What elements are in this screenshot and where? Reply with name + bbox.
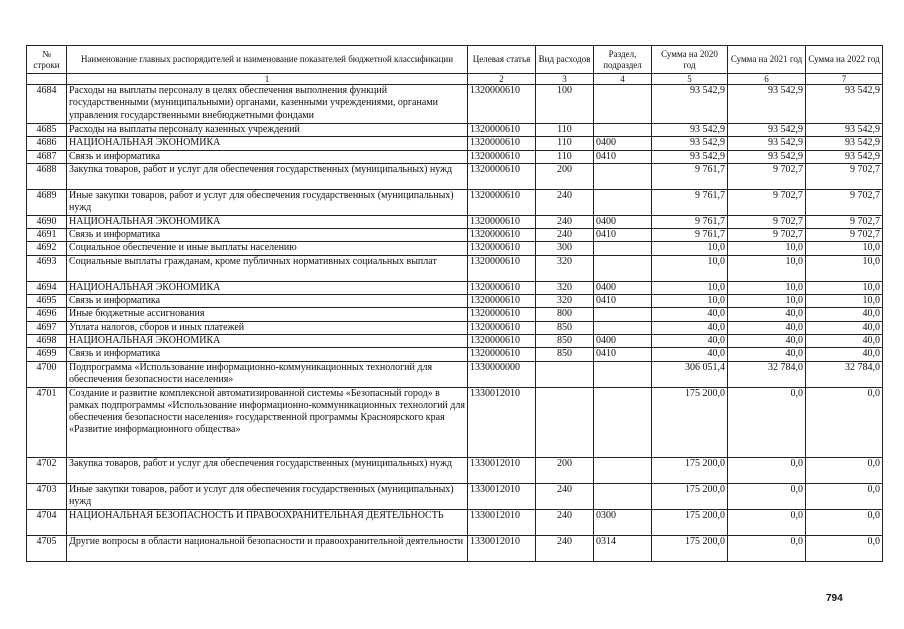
row-target-article: 1320000610 <box>468 321 536 334</box>
row-section: 0410 <box>594 229 652 242</box>
row-name: Связь и информатика <box>67 229 468 242</box>
row-sum-2021: 9 702,7 <box>728 229 806 242</box>
col-number: 1 <box>67 74 468 85</box>
row-sum-2022: 9 702,7 <box>806 189 883 215</box>
row-expense-kind: 240 <box>536 189 594 215</box>
row-sum-2020: 93 542,9 <box>652 85 728 124</box>
row-name: Связь и информатика <box>67 348 468 361</box>
row-sum-2020: 9 761,7 <box>652 163 728 189</box>
row-number: 4693 <box>27 255 67 281</box>
row-number: 4695 <box>27 295 67 308</box>
row-section: 0400 <box>594 215 652 228</box>
row-sum-2020: 9 761,7 <box>652 229 728 242</box>
row-sum-2020: 9 761,7 <box>652 215 728 228</box>
table-row <box>27 295 883 308</box>
row-expense-kind: 800 <box>536 308 594 321</box>
table-row <box>27 150 883 163</box>
row-name: НАЦИОНАЛЬНАЯ ЭКОНОМИКА <box>67 334 468 347</box>
row-number: 4687 <box>27 150 67 163</box>
row-number: 4692 <box>27 242 67 255</box>
table-row <box>27 361 883 387</box>
row-sum-2022: 10,0 <box>806 295 883 308</box>
row-target-article: 1330012010 <box>468 535 536 561</box>
row-sum-2022: 40,0 <box>806 348 883 361</box>
row-number: 4696 <box>27 308 67 321</box>
col-number: 4 <box>594 74 652 85</box>
row-target-article: 1320000610 <box>468 124 536 137</box>
row-expense-kind: 240 <box>536 535 594 561</box>
row-sum-2021: 10,0 <box>728 295 806 308</box>
row-sum-2020: 175 200,0 <box>652 387 728 457</box>
row-sum-2022: 93 542,9 <box>806 85 883 124</box>
row-name: Подпрограмма «Использование информационно-коммуникационных технологий для обеспечения безопасности населения» <box>67 361 468 387</box>
row-target-article: 1320000610 <box>468 242 536 255</box>
row-name: Связь и информатика <box>67 295 468 308</box>
table-row <box>27 85 883 124</box>
row-number: 4691 <box>27 229 67 242</box>
row-sum-2021: 40,0 <box>728 308 806 321</box>
row-target-article: 1320000610 <box>468 255 536 281</box>
table-row <box>27 229 883 242</box>
row-expense-kind: 240 <box>536 215 594 228</box>
row-sum-2022: 32 784,0 <box>806 361 883 387</box>
row-sum-2021: 93 542,9 <box>728 150 806 163</box>
row-name: Создание и развитие комплексной автоматизированной системы «Безопасный город» в рамках подпрограммы «Использование информационно-коммуникационных технологий для обеспечения безопасности населения» государственной программы Красноярского края «Развитие информационного общества» <box>67 387 468 457</box>
col-number: 7 <box>806 74 883 85</box>
table-row <box>27 334 883 347</box>
row-section: 0300 <box>594 509 652 535</box>
row-sum-2022: 0,0 <box>806 457 883 483</box>
row-target-article: 1330012010 <box>468 483 536 509</box>
row-expense-kind: 100 <box>536 85 594 124</box>
column-number-row <box>27 74 883 85</box>
row-name: Расходы на выплаты персоналу в целях обеспечения выполнения функций государственными (муниципальными) органами, казенными учреждениями, органами управления государственными внебюджетными фондами <box>67 85 468 124</box>
row-expense-kind <box>536 361 594 387</box>
row-expense-kind: 200 <box>536 163 594 189</box>
row-target-article: 1320000610 <box>468 85 536 124</box>
row-target-article: 1330012010 <box>468 387 536 457</box>
table-row <box>27 535 883 561</box>
row-target-article: 1320000610 <box>468 137 536 150</box>
row-target-article: 1320000610 <box>468 215 536 228</box>
row-section: 0400 <box>594 281 652 294</box>
row-target-article: 1320000610 <box>468 348 536 361</box>
row-name: НАЦИОНАЛЬНАЯ ЭКОНОМИКА <box>67 281 468 294</box>
row-sum-2022: 10,0 <box>806 255 883 281</box>
row-target-article: 1320000610 <box>468 150 536 163</box>
row-section: 0314 <box>594 535 652 561</box>
row-sum-2021: 9 702,7 <box>728 163 806 189</box>
table-row <box>27 255 883 281</box>
row-sum-2022: 40,0 <box>806 321 883 334</box>
row-sum-2020: 40,0 <box>652 334 728 347</box>
row-number: 4698 <box>27 334 67 347</box>
row-sum-2020: 175 200,0 <box>652 509 728 535</box>
row-section <box>594 163 652 189</box>
row-sum-2022: 0,0 <box>806 387 883 457</box>
col-number: 5 <box>652 74 728 85</box>
row-number: 4685 <box>27 124 67 137</box>
row-sum-2020: 93 542,9 <box>652 137 728 150</box>
row-sum-2021: 40,0 <box>728 348 806 361</box>
table-row <box>27 483 883 509</box>
row-section: 0410 <box>594 150 652 163</box>
row-sum-2020: 40,0 <box>652 308 728 321</box>
row-sum-2020: 306 051,4 <box>652 361 728 387</box>
row-section <box>594 124 652 137</box>
row-sum-2021: 93 542,9 <box>728 137 806 150</box>
row-section <box>594 457 652 483</box>
row-sum-2021: 0,0 <box>728 535 806 561</box>
table-row <box>27 308 883 321</box>
row-expense-kind: 320 <box>536 295 594 308</box>
row-number: 4700 <box>27 361 67 387</box>
table-row <box>27 321 883 334</box>
row-expense-kind: 110 <box>536 150 594 163</box>
col-number: 6 <box>728 74 806 85</box>
table-row <box>27 242 883 255</box>
row-sum-2021: 10,0 <box>728 255 806 281</box>
row-sum-2020: 93 542,9 <box>652 150 728 163</box>
header-target-article: Целевая статья <box>468 46 536 74</box>
row-sum-2021: 40,0 <box>728 321 806 334</box>
row-name: Иные закупки товаров, работ и услуг для обеспечения государственных (муниципальных) нужд <box>67 483 468 509</box>
header-row-number: № строки <box>27 46 67 74</box>
page-number: 794 <box>826 593 843 604</box>
header-sum-2020: Сумма на 2020 год <box>652 46 728 74</box>
header-name: Наименование главных распорядителей и наименование показателей бюджетной классификации <box>67 46 468 74</box>
row-expense-kind: 240 <box>536 483 594 509</box>
row-section <box>594 483 652 509</box>
header-expense-kind: Вид расходов <box>536 46 594 74</box>
row-sum-2021: 0,0 <box>728 457 806 483</box>
row-expense-kind <box>536 387 594 457</box>
row-expense-kind: 850 <box>536 321 594 334</box>
row-name: Связь и информатика <box>67 150 468 163</box>
row-target-article: 1320000610 <box>468 229 536 242</box>
row-target-article: 1320000610 <box>468 163 536 189</box>
row-sum-2022: 93 542,9 <box>806 150 883 163</box>
row-section <box>594 361 652 387</box>
row-sum-2020: 93 542,9 <box>652 124 728 137</box>
row-number: 4688 <box>27 163 67 189</box>
row-section: 0400 <box>594 334 652 347</box>
table-row <box>27 281 883 294</box>
table-row <box>27 509 883 535</box>
row-number: 4689 <box>27 189 67 215</box>
row-sum-2022: 93 542,9 <box>806 137 883 150</box>
row-name: Закупка товаров, работ и услуг для обеспечения государственных (муниципальных) нужд <box>67 163 468 189</box>
row-section <box>594 85 652 124</box>
row-number: 4697 <box>27 321 67 334</box>
row-sum-2021: 93 542,9 <box>728 124 806 137</box>
table-row <box>27 387 883 457</box>
row-expense-kind: 200 <box>536 457 594 483</box>
row-section <box>594 308 652 321</box>
row-sum-2021: 9 702,7 <box>728 189 806 215</box>
row-expense-kind: 300 <box>536 242 594 255</box>
row-sum-2020: 175 200,0 <box>652 483 728 509</box>
col-number <box>27 74 67 85</box>
row-sum-2022: 93 542,9 <box>806 124 883 137</box>
row-target-article: 1320000610 <box>468 308 536 321</box>
row-sum-2022: 0,0 <box>806 535 883 561</box>
row-name: Иные закупки товаров, работ и услуг для обеспечения государственных (муниципальных) нужд <box>67 189 468 215</box>
row-name: Уплата налогов, сборов и иных платежей <box>67 321 468 334</box>
row-sum-2021: 93 542,9 <box>728 85 806 124</box>
row-section: 0410 <box>594 295 652 308</box>
table-row <box>27 163 883 189</box>
row-sum-2021: 10,0 <box>728 242 806 255</box>
row-number: 4690 <box>27 215 67 228</box>
table-row <box>27 137 883 150</box>
row-sum-2021: 0,0 <box>728 483 806 509</box>
row-number: 4704 <box>27 509 67 535</box>
header-sum-2022: Сумма на 2022 год <box>806 46 883 74</box>
row-name: НАЦИОНАЛЬНАЯ ЭКОНОМИКА <box>67 215 468 228</box>
row-expense-kind: 240 <box>536 229 594 242</box>
table-row <box>27 189 883 215</box>
row-number: 4705 <box>27 535 67 561</box>
header-sum-2021: Сумма на 2021 год <box>728 46 806 74</box>
row-number: 4699 <box>27 348 67 361</box>
row-section <box>594 189 652 215</box>
table-row <box>27 124 883 137</box>
row-expense-kind: 110 <box>536 124 594 137</box>
row-expense-kind: 320 <box>536 255 594 281</box>
budget-table <box>26 45 883 562</box>
row-name: Социальные выплаты гражданам, кроме публичных нормативных социальных выплат <box>67 255 468 281</box>
row-target-article: 1330012010 <box>468 509 536 535</box>
row-target-article: 1320000610 <box>468 334 536 347</box>
row-number: 4694 <box>27 281 67 294</box>
row-name: Расходы на выплаты персоналу казенных учреждений <box>67 124 468 137</box>
row-sum-2021: 0,0 <box>728 509 806 535</box>
header-section: Раздел, подраздел <box>594 46 652 74</box>
row-number: 4703 <box>27 483 67 509</box>
row-sum-2022: 0,0 <box>806 483 883 509</box>
row-name: Иные бюджетные ассигнования <box>67 308 468 321</box>
table-row <box>27 457 883 483</box>
row-target-article: 1320000610 <box>468 189 536 215</box>
row-target-article: 1330012010 <box>468 457 536 483</box>
row-sum-2022: 0,0 <box>806 509 883 535</box>
row-section <box>594 242 652 255</box>
table-row <box>27 215 883 228</box>
row-expense-kind: 850 <box>536 348 594 361</box>
row-sum-2020: 175 200,0 <box>652 535 728 561</box>
row-sum-2020: 40,0 <box>652 348 728 361</box>
row-expense-kind: 110 <box>536 137 594 150</box>
row-target-article: 1320000610 <box>468 281 536 294</box>
row-name: НАЦИОНАЛЬНАЯ БЕЗОПАСНОСТЬ И ПРАВООХРАНИТЕЛЬНАЯ ДЕЯТЕЛЬНОСТЬ <box>67 509 468 535</box>
row-name: Закупка товаров, работ и услуг для обеспечения государственных (муниципальных) нужд <box>67 457 468 483</box>
row-number: 4701 <box>27 387 67 457</box>
row-section: 0400 <box>594 137 652 150</box>
row-sum-2020: 40,0 <box>652 321 728 334</box>
row-sum-2022: 9 702,7 <box>806 229 883 242</box>
row-section <box>594 387 652 457</box>
row-sum-2020: 10,0 <box>652 255 728 281</box>
row-sum-2021: 0,0 <box>728 387 806 457</box>
row-section: 0410 <box>594 348 652 361</box>
row-sum-2020: 10,0 <box>652 295 728 308</box>
row-sum-2022: 10,0 <box>806 281 883 294</box>
col-number: 3 <box>536 74 594 85</box>
row-sum-2021: 9 702,7 <box>728 215 806 228</box>
row-number: 4686 <box>27 137 67 150</box>
row-name: Социальное обеспечение и иные выплаты населению <box>67 242 468 255</box>
row-section <box>594 321 652 334</box>
row-sum-2022: 40,0 <box>806 334 883 347</box>
row-sum-2020: 175 200,0 <box>652 457 728 483</box>
row-sum-2021: 10,0 <box>728 281 806 294</box>
row-sum-2022: 9 702,7 <box>806 215 883 228</box>
row-number: 4684 <box>27 85 67 124</box>
row-sum-2021: 32 784,0 <box>728 361 806 387</box>
row-name: Другие вопросы в области национальной безопасности и правоохранительной деятельности <box>67 535 468 561</box>
row-target-article: 1320000610 <box>468 295 536 308</box>
row-sum-2020: 10,0 <box>652 281 728 294</box>
col-number: 2 <box>468 74 536 85</box>
row-sum-2022: 40,0 <box>806 308 883 321</box>
row-expense-kind: 850 <box>536 334 594 347</box>
row-section <box>594 255 652 281</box>
row-expense-kind: 240 <box>536 509 594 535</box>
row-sum-2021: 40,0 <box>728 334 806 347</box>
row-number: 4702 <box>27 457 67 483</box>
table-header-row <box>27 46 883 74</box>
row-sum-2020: 10,0 <box>652 242 728 255</box>
row-sum-2020: 9 761,7 <box>652 189 728 215</box>
row-target-article: 1330000000 <box>468 361 536 387</box>
row-expense-kind: 320 <box>536 281 594 294</box>
table-row <box>27 348 883 361</box>
row-name: НАЦИОНАЛЬНАЯ ЭКОНОМИКА <box>67 137 468 150</box>
row-sum-2022: 9 702,7 <box>806 163 883 189</box>
row-sum-2022: 10,0 <box>806 242 883 255</box>
